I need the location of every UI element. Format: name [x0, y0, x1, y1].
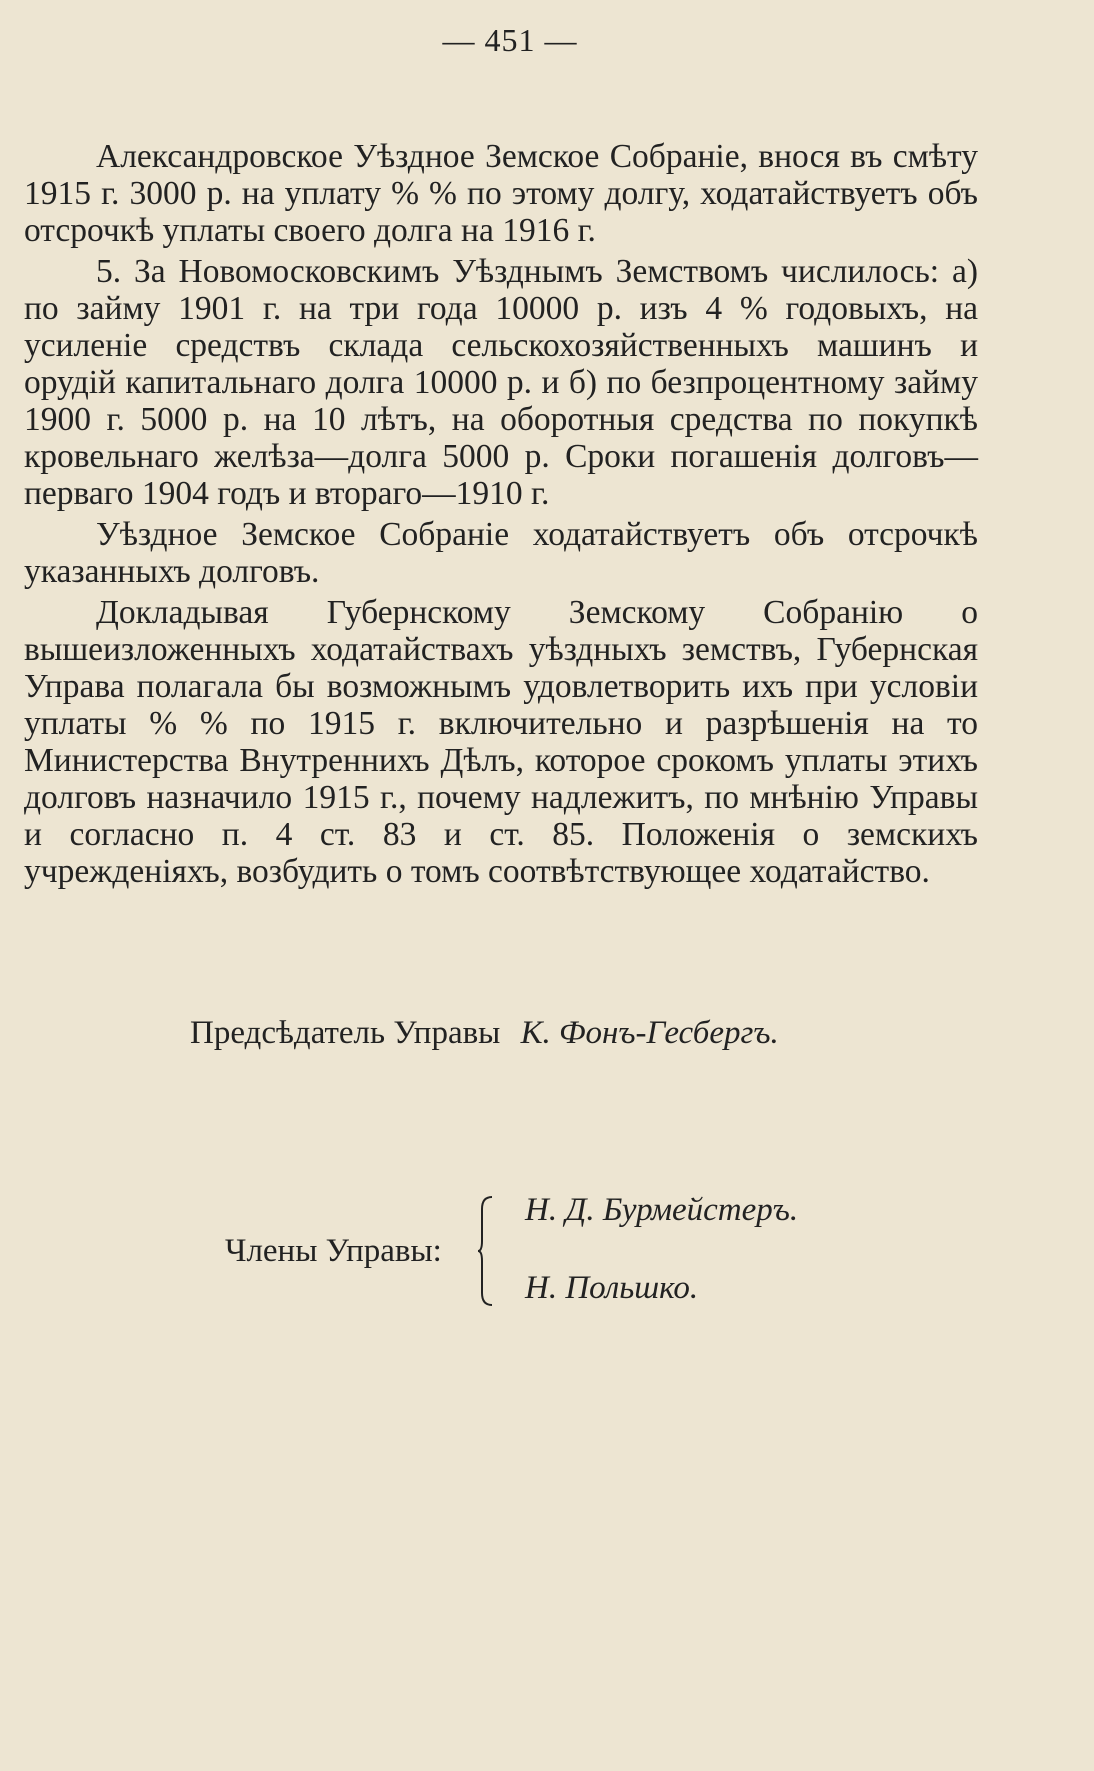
paragraph-4: Докладывая Губернскому Земскому Собранію о вышеизложенныхъ ходатайствахъ уѣздныхъ земствъ, Губернская Управа полагала бы возможнымъ удовлетворить ихъ при условіи уплаты % % по 1915 г. включительно и разрѣшенія на то Министерства Внутреннихъ Дѣлъ, которое срокомъ уплаты этихъ долговъ назначило 1915 г., почему надлежитъ, по мнѣнію Управы и согласно п. 4 ст. 83 и ст. 85. Положенія о земскихъ учрежденіяхъ, возбудить о томъ соотвѣтствующее ходатайство.: [24, 594, 978, 890]
page-number: — 451 —: [442, 22, 578, 58]
chairman-signature: [190, 1015, 779, 1052]
brace-bracket: [478, 1195, 496, 1307]
members-label: Члены Управы:: [225, 1233, 442, 1269]
member-name-2: Н. Польшко.: [525, 1270, 699, 1306]
chairman-title: Предсѣдатель Управы: [190, 1015, 501, 1051]
body-text: [24, 138, 978, 894]
chairman-name: К. Фонъ-Гесбергъ.: [520, 1015, 779, 1051]
paragraph-2: 5. За Новомосковскимъ Уѣзднымъ Земствомъ числилось: а) по займу 1901 г. на три года 10000 р. изъ 4 % годовыхъ, на усиленіе средствъ склада сельскохозяйственныхъ машинъ и орудій капитальнаго долга 10000 р. и б) по безпроцентному займу 1900 г. 5000 р. на 10 лѣтъ, на оборотныя средства по покупкѣ кровельнаго желѣза—долга 5000 р. Сроки погашенія долговъ—перваго 1904 годъ и втораго—1910 г.: [24, 253, 978, 512]
paragraph-1: Александровское Уѣздное Земское Собраніе, внося въ смѣту 1915 г. 3000 р. на уплату % % по этому долгу, ходатайствуетъ объ отсрочкѣ уплаты своего долга на 1916 г.: [24, 138, 978, 249]
member-name-1: Н. Д. Бурмейстеръ.: [525, 1192, 799, 1228]
paragraph-3: Уѣздное Земское Собраніе ходатайствуетъ объ отсрочкѣ указанныхъ долговъ.: [24, 516, 978, 590]
